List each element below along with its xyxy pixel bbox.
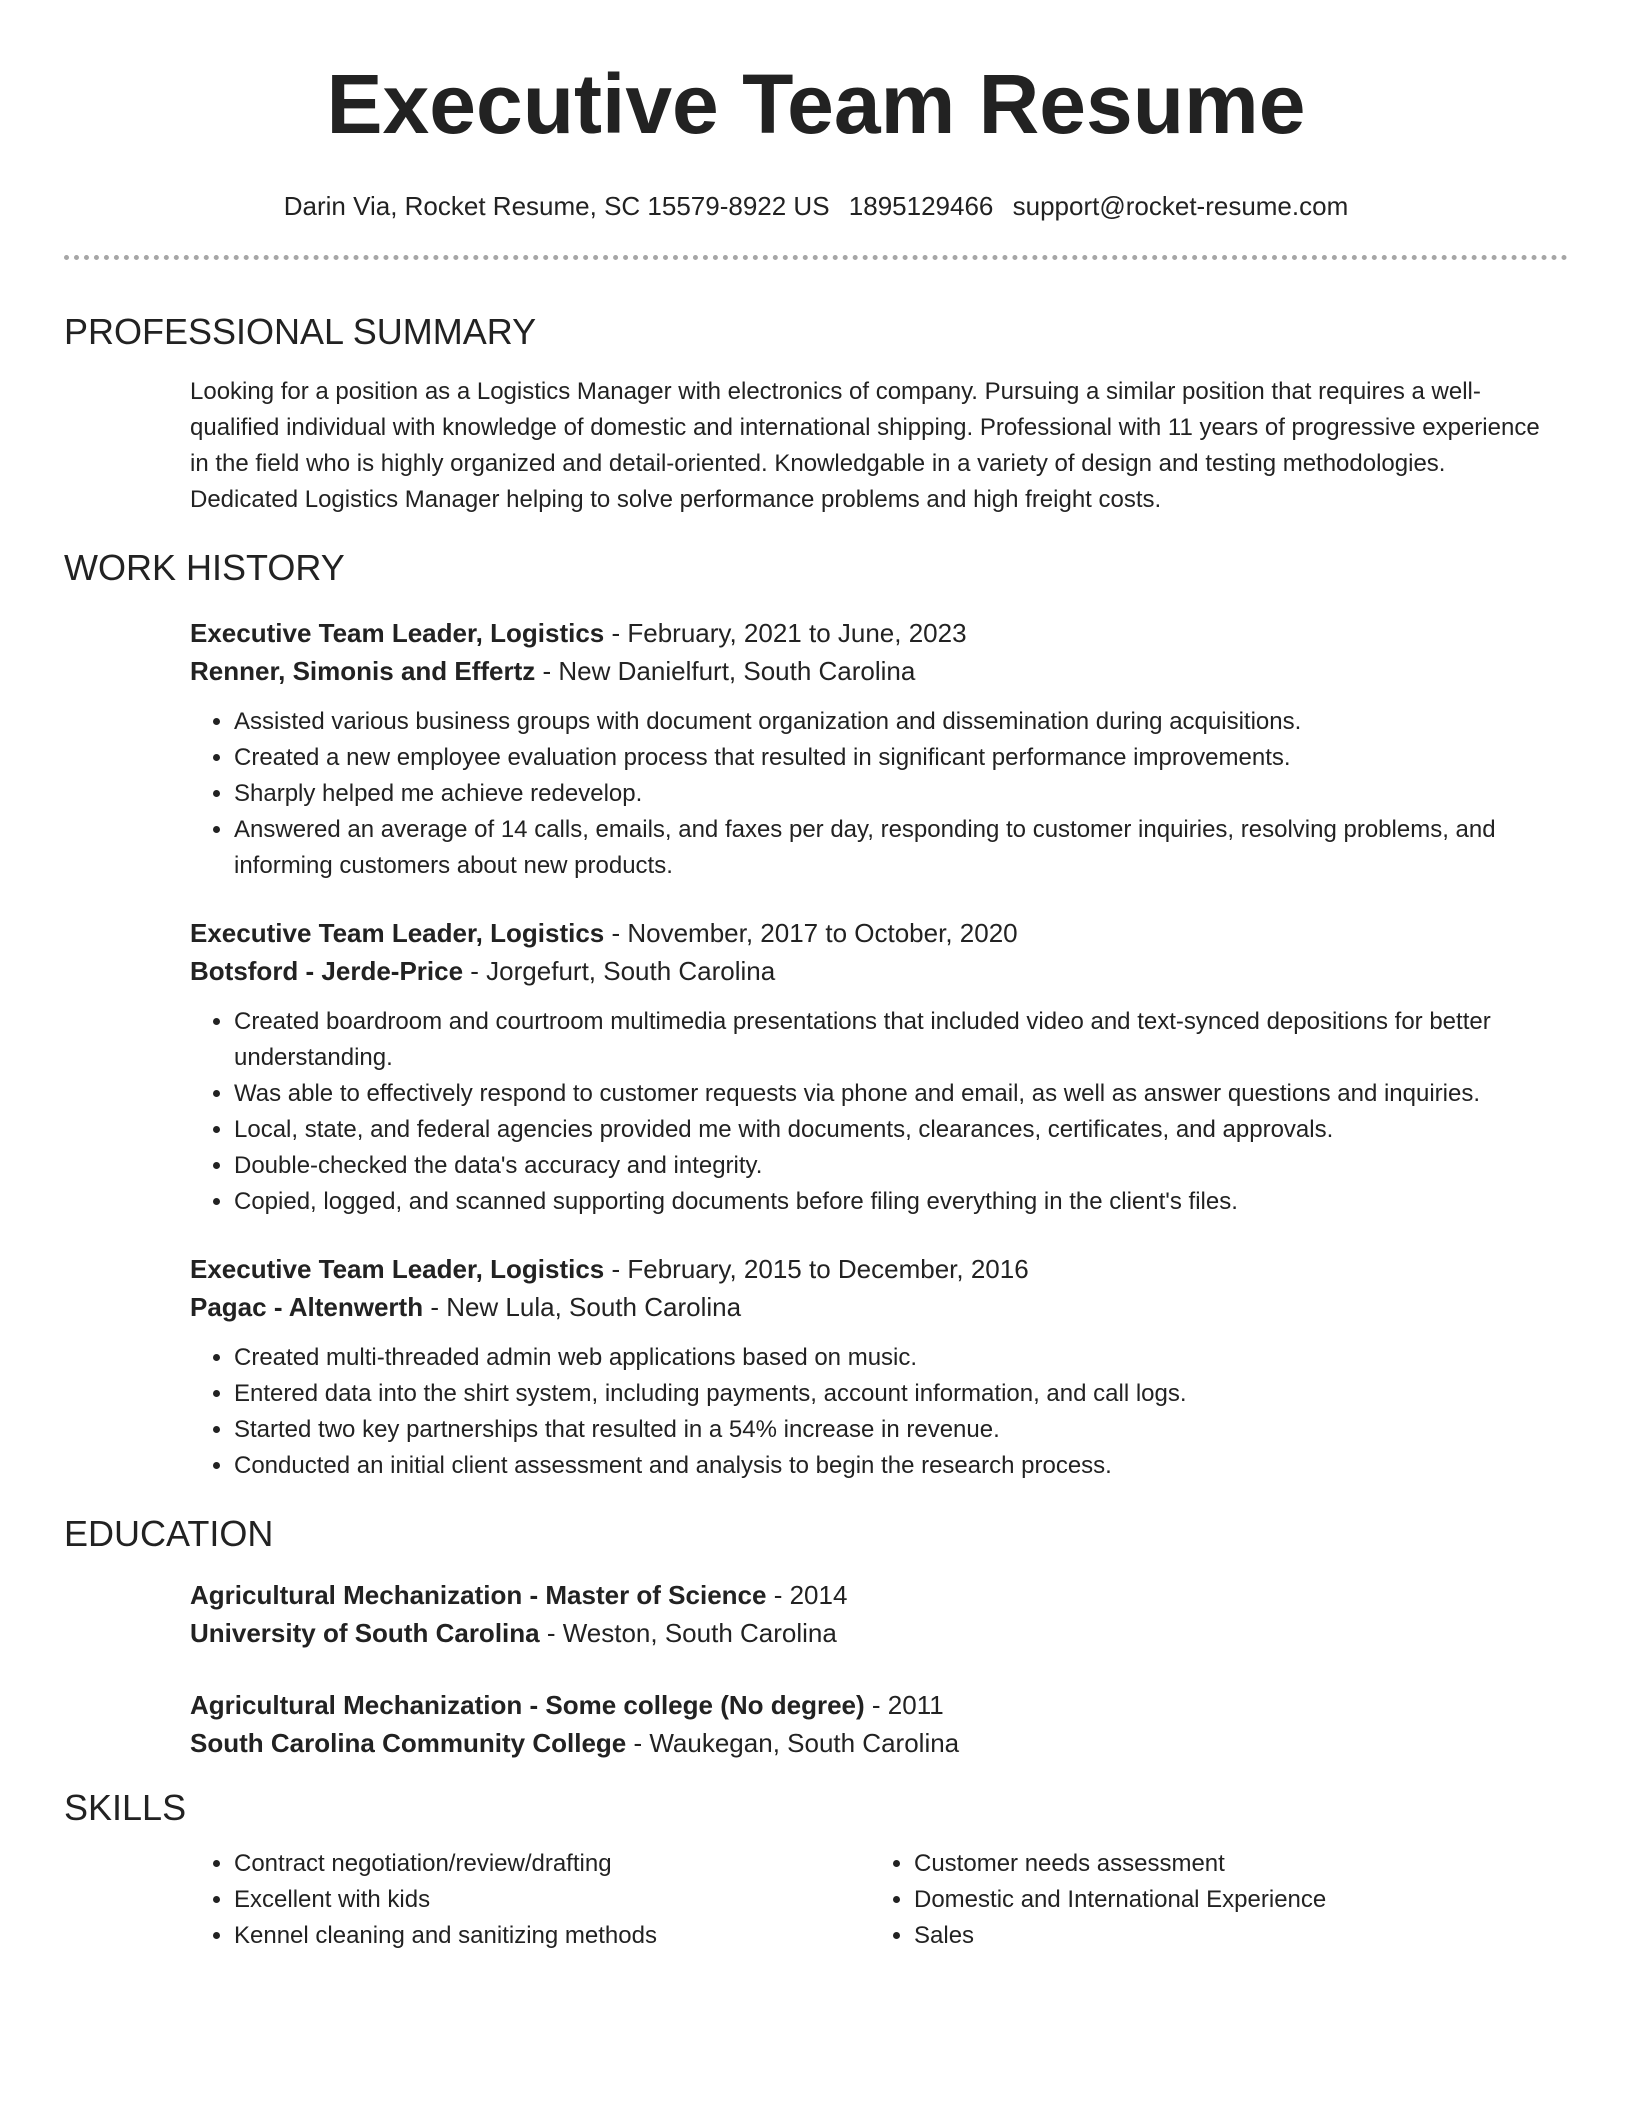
work-history-section: [64, 548, 1568, 1484]
skill-item: • Kennel cleaning and sanitizing methods: [234, 1918, 870, 1954]
degree-year: - 2014: [766, 1580, 848, 1610]
skill-item: • Customer needs assessment: [914, 1846, 1506, 1882]
resume-title: Executive Team Resume: [326, 57, 1306, 151]
degree-name: Agricultural Mechanization - Some college (No degree): [190, 1690, 865, 1720]
contact-line: [64, 190, 1568, 222]
contact-email: support@rocket-resume.com: [1012, 191, 1349, 221]
job-title-line: [190, 914, 1568, 952]
job-duty: • Conducted an initial client assessment and analysis to begin the research process.: [234, 1448, 1568, 1484]
summary-text: Looking for a position as a Logistics Manager with electronics of company. Pursuing a similar position that requires a well-qualified individual with knowledge of domestic and international shipping. Professional with 11 years of progressive experience in the field who is highly organized and detail-oriented. Knowledgable in a variety of design and testing methodologies. Dedicated Logistics Manager helping to solve performance problems and high freight costs.: [190, 378, 1540, 513]
summary-heading: PROFESSIONAL SUMMARY: [64, 311, 537, 352]
education-heading: EDUCATION: [64, 1513, 274, 1554]
education-section: [64, 1514, 1568, 1762]
degree-line: [190, 1686, 1568, 1724]
job-duties: [190, 1004, 1568, 1220]
job-duties: [190, 1340, 1568, 1484]
job-duty: • Was able to effectively respond to customer requests via phone and email, as well as answer questions and inquiries.: [234, 1076, 1568, 1112]
job-duty: • Copied, logged, and scanned supporting documents before filing everything in the client's files.: [234, 1184, 1568, 1220]
job-duty: • Created boardroom and courtroom multimedia presentations that included video and text-synced depositions for better understanding.: [234, 1004, 1568, 1076]
skill-item: • Contract negotiation/review/drafting: [234, 1846, 870, 1882]
school-name: University of South Carolina: [190, 1618, 540, 1648]
job-duty: • Answered an average of 14 calls, emails, and faxes per day, responding to customer inquiries, resolving problems, and informing customers about new products.: [234, 812, 1568, 884]
degree-line: [190, 1576, 1568, 1614]
job-dates: - February, 2021 to June, 2023: [604, 618, 967, 648]
skills-column-left: [190, 1846, 870, 1954]
skills-grid: [190, 1846, 1568, 1954]
job-company: Pagac - Altenwerth: [190, 1292, 424, 1322]
skill-item: • Domestic and International Experience: [914, 1882, 1506, 1918]
job-duty: • Sharply helped me achieve redevelop.: [234, 776, 1568, 812]
degree-year: - 2011: [864, 1690, 944, 1720]
job-title-line: [190, 1250, 1568, 1288]
school-line: [190, 1614, 1568, 1652]
school-name: South Carolina Community College: [190, 1728, 627, 1758]
job-company-line: [190, 952, 1568, 990]
education-entry: [190, 1686, 1568, 1762]
job-company-line: [190, 1288, 1568, 1326]
job-role: Executive Team Leader, Logistics: [190, 1254, 605, 1284]
degree-name: Agricultural Mechanization - Master of Science: [190, 1580, 767, 1610]
work-history-heading: WORK HISTORY: [64, 547, 345, 588]
contact-phone: 1895129466: [848, 191, 994, 221]
job-company: Renner, Simonis and Effertz: [190, 656, 536, 686]
job-location: - New Danielfurt, South Carolina: [535, 656, 916, 686]
job-location: - New Lula, South Carolina: [423, 1292, 742, 1322]
job-role: Executive Team Leader, Logistics: [190, 618, 605, 648]
job-duty: • Created multi-threaded admin web applications based on music.: [234, 1340, 1568, 1376]
school-line: [190, 1724, 1568, 1762]
job-entry: [190, 614, 1568, 884]
summary-section: [64, 312, 1568, 518]
job-duty: • Started two key partnerships that resulted in a 54% increase in revenue.: [234, 1412, 1568, 1448]
school-location: - Waukegan, South Carolina: [626, 1728, 960, 1758]
job-role: Executive Team Leader, Logistics: [190, 918, 605, 948]
contact-address: Darin Via, Rocket Resume, SC 15579-8922 US: [283, 191, 830, 221]
job-location: - Jorgefurt, South Carolina: [463, 956, 776, 986]
job-duty: • Double-checked the data's accuracy and integrity.: [234, 1148, 1568, 1184]
job-duty: • Entered data into the shirt system, including payments, account information, and call logs.: [234, 1376, 1568, 1412]
skill-item: • Sales: [914, 1918, 1506, 1954]
skill-item: • Excellent with kids: [234, 1882, 870, 1918]
job-company: Botsford - Jerde-Price: [190, 956, 464, 986]
job-entry: [190, 1250, 1568, 1484]
job-title-line: [190, 614, 1568, 652]
job-duty: • Assisted various business groups with document organization and dissemination during acquisitions.: [234, 704, 1568, 740]
education-entry: [190, 1576, 1568, 1652]
job-duty: • Local, state, and federal agencies provided me with documents, clearances, certificates, and approvals.: [234, 1112, 1568, 1148]
job-dates: - November, 2017 to October, 2020: [604, 918, 1018, 948]
job-duty: • Created a new employee evaluation process that resulted in significant performance improvements.: [234, 740, 1568, 776]
header-divider: [64, 255, 1568, 260]
skills-heading: SKILLS: [64, 1787, 187, 1828]
job-entry: [190, 914, 1568, 1220]
job-dates: - February, 2015 to December, 2016: [604, 1254, 1029, 1284]
job-company-line: [190, 652, 1568, 690]
skills-section: [64, 1788, 1568, 1954]
school-location: - Weston, South Carolina: [539, 1618, 837, 1648]
job-duties: [190, 704, 1568, 884]
skills-column-right: [870, 1846, 1506, 1954]
